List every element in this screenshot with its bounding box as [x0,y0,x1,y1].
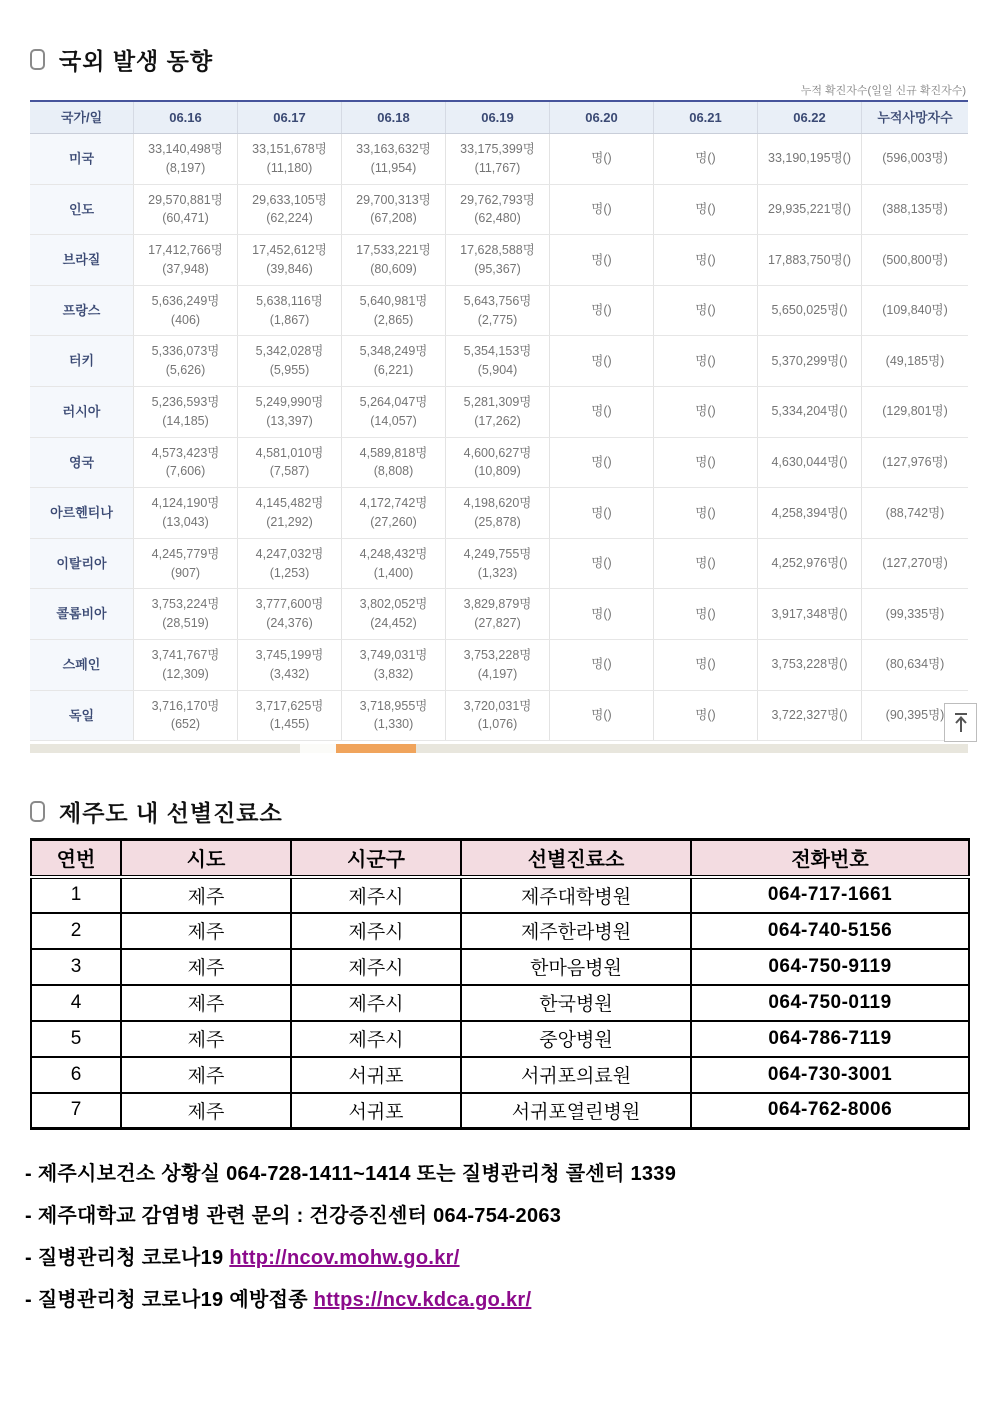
data-cell: 3,717,625명 (1,455) [237,691,341,741]
data-cell: 29,633,105명 (62,224) [237,185,341,235]
clinic-cell: 서귀포의료원 [461,1057,691,1093]
data-cell: 29,762,793명 (62,480) [445,185,549,235]
clinic-cell: 제주 [121,1057,291,1093]
data-cell: 29,700,313명 (67,208) [341,185,445,235]
clinic-row [31,1057,969,1093]
column-header: 선별진료소 [461,840,691,877]
clinic-cell: 2 [31,913,121,949]
clinic-row [31,1093,969,1129]
footer-text: - 질병관리청 코로나19 [25,1247,230,1269]
scrollbar-thumb[interactable] [336,744,416,753]
clinic-cell: 4 [31,985,121,1021]
data-cell: (90,395명) [861,691,968,741]
data-cell: 33,175,399명 (11,767) [445,134,549,184]
phone-cell: 064-786-7119 [691,1021,969,1057]
footer-line-4 [25,1288,975,1313]
data-cell: 29,570,881명 (60,471) [133,185,237,235]
data-cell: 5,650,025명() [757,286,861,336]
section-title-clinics [30,795,283,828]
data-cell: 4,600,627명 (10,809) [445,438,549,488]
country-row [30,235,968,286]
country-name-cell: 러시아 [30,387,133,437]
country-name-cell: 터키 [30,336,133,386]
data-cell: 17,883,750명() [757,235,861,285]
footer-notes [25,1162,975,1330]
data-cell: 4,245,779명 (907) [133,539,237,589]
data-cell: 3,829,879명 (27,827) [445,589,549,639]
data-cell: 명() [549,640,653,690]
footer-text: - 제주대학교 감염병 관련 문의 : 건강증진센터 064-754-2063 [25,1205,562,1227]
data-cell: 명() [653,589,757,639]
data-cell: 명() [549,387,653,437]
clinic-cell: 3 [31,949,121,985]
data-cell: 3,722,327명() [757,691,861,741]
clinic-cell: 제주대학병원 [461,877,691,913]
data-cell: (500,800명) [861,235,968,285]
clinic-table-body [31,877,969,1129]
column-header: 누적사망자수 [861,102,968,133]
column-header: 연번 [31,840,121,877]
column-header: 전화번호 [691,840,969,877]
clinic-cell: 제주시 [291,913,461,949]
clinic-cell: 제주 [121,1021,291,1057]
clinic-cell: 제주시 [291,877,461,913]
data-cell: 4,589,818명 (8,808) [341,438,445,488]
country-row [30,336,968,387]
data-cell: 명() [653,640,757,690]
data-cell: 3,741,767명 (12,309) [133,640,237,690]
data-cell: 5,236,593명 (14,185) [133,387,237,437]
data-cell: 3,745,199명 (3,432) [237,640,341,690]
clinic-cell: 한국병원 [461,985,691,1021]
data-cell: 5,643,756명 (2,775) [445,286,549,336]
data-cell: 명() [549,336,653,386]
country-name-cell: 영국 [30,438,133,488]
data-cell: 3,777,600명 (24,376) [237,589,341,639]
column-header: 06.18 [341,102,445,133]
data-cell: 명() [549,488,653,538]
data-cell: 명() [549,134,653,184]
data-cell: 명() [653,539,757,589]
country-name-cell: 이탈리아 [30,539,133,589]
overseas-table-header [30,102,968,134]
data-cell: 5,354,153명 (5,904) [445,336,549,386]
data-cell: 3,802,052명 (24,452) [341,589,445,639]
cumulative-note: 누적 확진자수(일일 신규 확진자수) [800,85,966,97]
data-cell: 4,581,010명 (7,587) [237,438,341,488]
footer-text: - 제주시보건소 상황실 064-728-1411~1414 또는 질병관리청 콜센터 1339 [25,1163,677,1185]
data-cell: 4,145,482명 (21,292) [237,488,341,538]
country-row [30,589,968,640]
data-cell: 3,917,348명() [757,589,861,639]
clinic-cell: 제주시 [291,949,461,985]
data-cell: 3,749,031명 (3,832) [341,640,445,690]
clinic-cell: 제주 [121,949,291,985]
data-cell: 5,348,249명 (6,221) [341,336,445,386]
data-cell: 4,573,423명 (7,606) [133,438,237,488]
country-row [30,286,968,337]
data-cell: 명() [653,488,757,538]
data-cell: (388,135명) [861,185,968,235]
clinic-cell: 한마음병원 [461,949,691,985]
column-header: 시군구 [291,840,461,877]
data-cell: (127,976명) [861,438,968,488]
data-cell: 5,334,204명() [757,387,861,437]
clinic-row [31,949,969,985]
data-cell: 5,281,309명 (17,262) [445,387,549,437]
column-header: 06.16 [133,102,237,133]
data-cell: 명() [549,286,653,336]
clinic-cell: 제주한라병원 [461,913,691,949]
data-cell: 3,720,031명 (1,076) [445,691,549,741]
data-cell: 5,370,299명() [757,336,861,386]
overseas-table-body [30,134,968,741]
clinic-row [31,877,969,913]
data-cell: (88,742명) [861,488,968,538]
data-cell: 4,248,432명 (1,400) [341,539,445,589]
data-cell: 3,718,955명 (1,330) [341,691,445,741]
phone-cell: 064-750-0119 [691,985,969,1021]
section-title-overseas [30,43,213,76]
data-cell: 3,753,224명 (28,519) [133,589,237,639]
phone-cell: 064-740-5156 [691,913,969,949]
country-name-cell: 프랑스 [30,286,133,336]
data-cell: 17,412,766명 (37,948) [133,235,237,285]
data-cell: 17,628,588명 (95,367) [445,235,549,285]
data-cell: 명() [549,539,653,589]
data-cell: 명() [653,387,757,437]
country-row [30,640,968,691]
data-cell: 명() [653,235,757,285]
country-name-cell: 미국 [30,134,133,184]
clinic-cell: 5 [31,1021,121,1057]
clinic-table-header-row [31,840,969,877]
data-cell: 명() [549,691,653,741]
scrollbar-gap [300,744,336,753]
clinic-cell: 1 [31,877,121,913]
data-cell: 명() [549,438,653,488]
data-cell: 33,190,195명() [757,134,861,184]
ncov-link[interactable]: http://ncov.mohw.go.kr/ [229,1247,460,1269]
section-checkbox-icon [30,801,45,822]
phone-cell: 064-717-1661 [691,877,969,913]
data-cell: 4,124,190명 (13,043) [133,488,237,538]
country-row [30,691,968,742]
data-cell: 4,252,976명() [757,539,861,589]
phone-cell: 064-750-9119 [691,949,969,985]
horizontal-scrollbar[interactable] [30,744,968,753]
data-cell: (129,801명) [861,387,968,437]
country-name-cell: 아르헨티나 [30,488,133,538]
data-cell: (109,840명) [861,286,968,336]
data-cell: 명() [549,589,653,639]
country-row [30,438,968,489]
data-cell: 3,716,170명 (652) [133,691,237,741]
data-cell: 5,640,981명 (2,865) [341,286,445,336]
data-cell: 명() [549,185,653,235]
section-title-text: 제주도 내 선별진료소 [59,800,283,826]
country-name-cell: 스페인 [30,640,133,690]
country-row [30,488,968,539]
clinic-cell: 제주 [121,877,291,913]
column-header: 06.20 [549,102,653,133]
footer-line-1 [25,1162,975,1187]
data-cell: 명() [549,235,653,285]
column-header: 국가/일 [60,109,103,125]
clinic-cell: 중앙병원 [461,1021,691,1057]
data-cell: 5,638,116명 (1,867) [237,286,341,336]
column-header: 시도 [121,840,291,877]
data-cell: 5,249,990명 (13,397) [237,387,341,437]
clinic-cell: 서귀포 [291,1057,461,1093]
clinic-cell: 6 [31,1057,121,1093]
country-name-cell: 브라질 [30,235,133,285]
column-header: 06.17 [237,102,341,133]
data-cell: 명() [653,336,757,386]
overseas-table [30,100,968,741]
column-header: 06.19 [445,102,549,133]
data-cell: 17,452,612명 (39,846) [237,235,341,285]
data-cell: 5,342,028명 (5,955) [237,336,341,386]
data-cell: 4,172,742명 (27,260) [341,488,445,538]
footer-line-3 [25,1246,975,1271]
clinic-row [31,1021,969,1057]
footer-line-2 [25,1204,975,1229]
footer-text: - 질병관리청 코로나19 예방접종 [25,1289,314,1311]
clinic-cell: 서귀포열린병원 [461,1093,691,1129]
data-cell: 33,151,678명 (11,180) [237,134,341,184]
clinic-cell: 제주 [121,913,291,949]
data-cell: 4,198,620명 (25,878) [445,488,549,538]
data-cell: 33,140,498명 (8,197) [133,134,237,184]
clinic-table [30,838,970,1130]
data-cell: (99,335명) [861,589,968,639]
column-header: 06.22 [757,102,861,133]
country-row [30,134,968,185]
country-row [30,539,968,590]
data-cell: 33,163,632명 (11,954) [341,134,445,184]
clinic-cell: 서귀포 [291,1093,461,1129]
data-cell: 명() [653,438,757,488]
data-cell: 17,533,221명 (80,609) [341,235,445,285]
data-cell: (49,185명) [861,336,968,386]
data-cell: 4,258,394명() [757,488,861,538]
data-cell: 명() [653,691,757,741]
data-cell: 4,630,044명() [757,438,861,488]
data-cell: 4,247,032명 (1,253) [237,539,341,589]
data-cell: (127,270명) [861,539,968,589]
arrow-up-icon [952,711,970,735]
clinic-row [31,985,969,1021]
phone-cell: 064-730-3001 [691,1057,969,1093]
clinic-cell: 제주 [121,985,291,1021]
scroll-to-top-button[interactable] [944,703,977,742]
data-cell: 5,636,249명 (406) [133,286,237,336]
data-cell: 5,264,047명 (14,057) [341,387,445,437]
data-cell: 3,753,228명 (4,197) [445,640,549,690]
clinic-cell: 7 [31,1093,121,1129]
phone-cell: 064-762-8006 [691,1093,969,1129]
data-cell: 명() [653,185,757,235]
data-cell: 29,935,221명() [757,185,861,235]
section-title-text: 국외 발생 동향 [59,48,214,74]
section-checkbox-icon [30,49,45,70]
data-cell: 5,336,073명 (5,626) [133,336,237,386]
data-cell: 3,753,228명() [757,640,861,690]
country-row [30,387,968,438]
country-name-cell: 인도 [30,185,133,235]
clinic-cell: 제주시 [291,1021,461,1057]
column-header: 06.21 [653,102,757,133]
clinic-cell: 제주시 [291,985,461,1021]
data-cell: (596,003명) [861,134,968,184]
country-row [30,185,968,236]
data-cell: 명() [653,286,757,336]
data-cell: 4,249,755명 (1,323) [445,539,549,589]
clinic-cell: 제주 [121,1093,291,1129]
data-cell: 명() [653,134,757,184]
country-name-cell: 독일 [30,691,133,741]
data-cell: (80,634명) [861,640,968,690]
country-name-cell: 콜롬비아 [30,589,133,639]
kdca-link[interactable]: https://ncv.kdca.go.kr/ [313,1289,532,1311]
clinic-row [31,913,969,949]
